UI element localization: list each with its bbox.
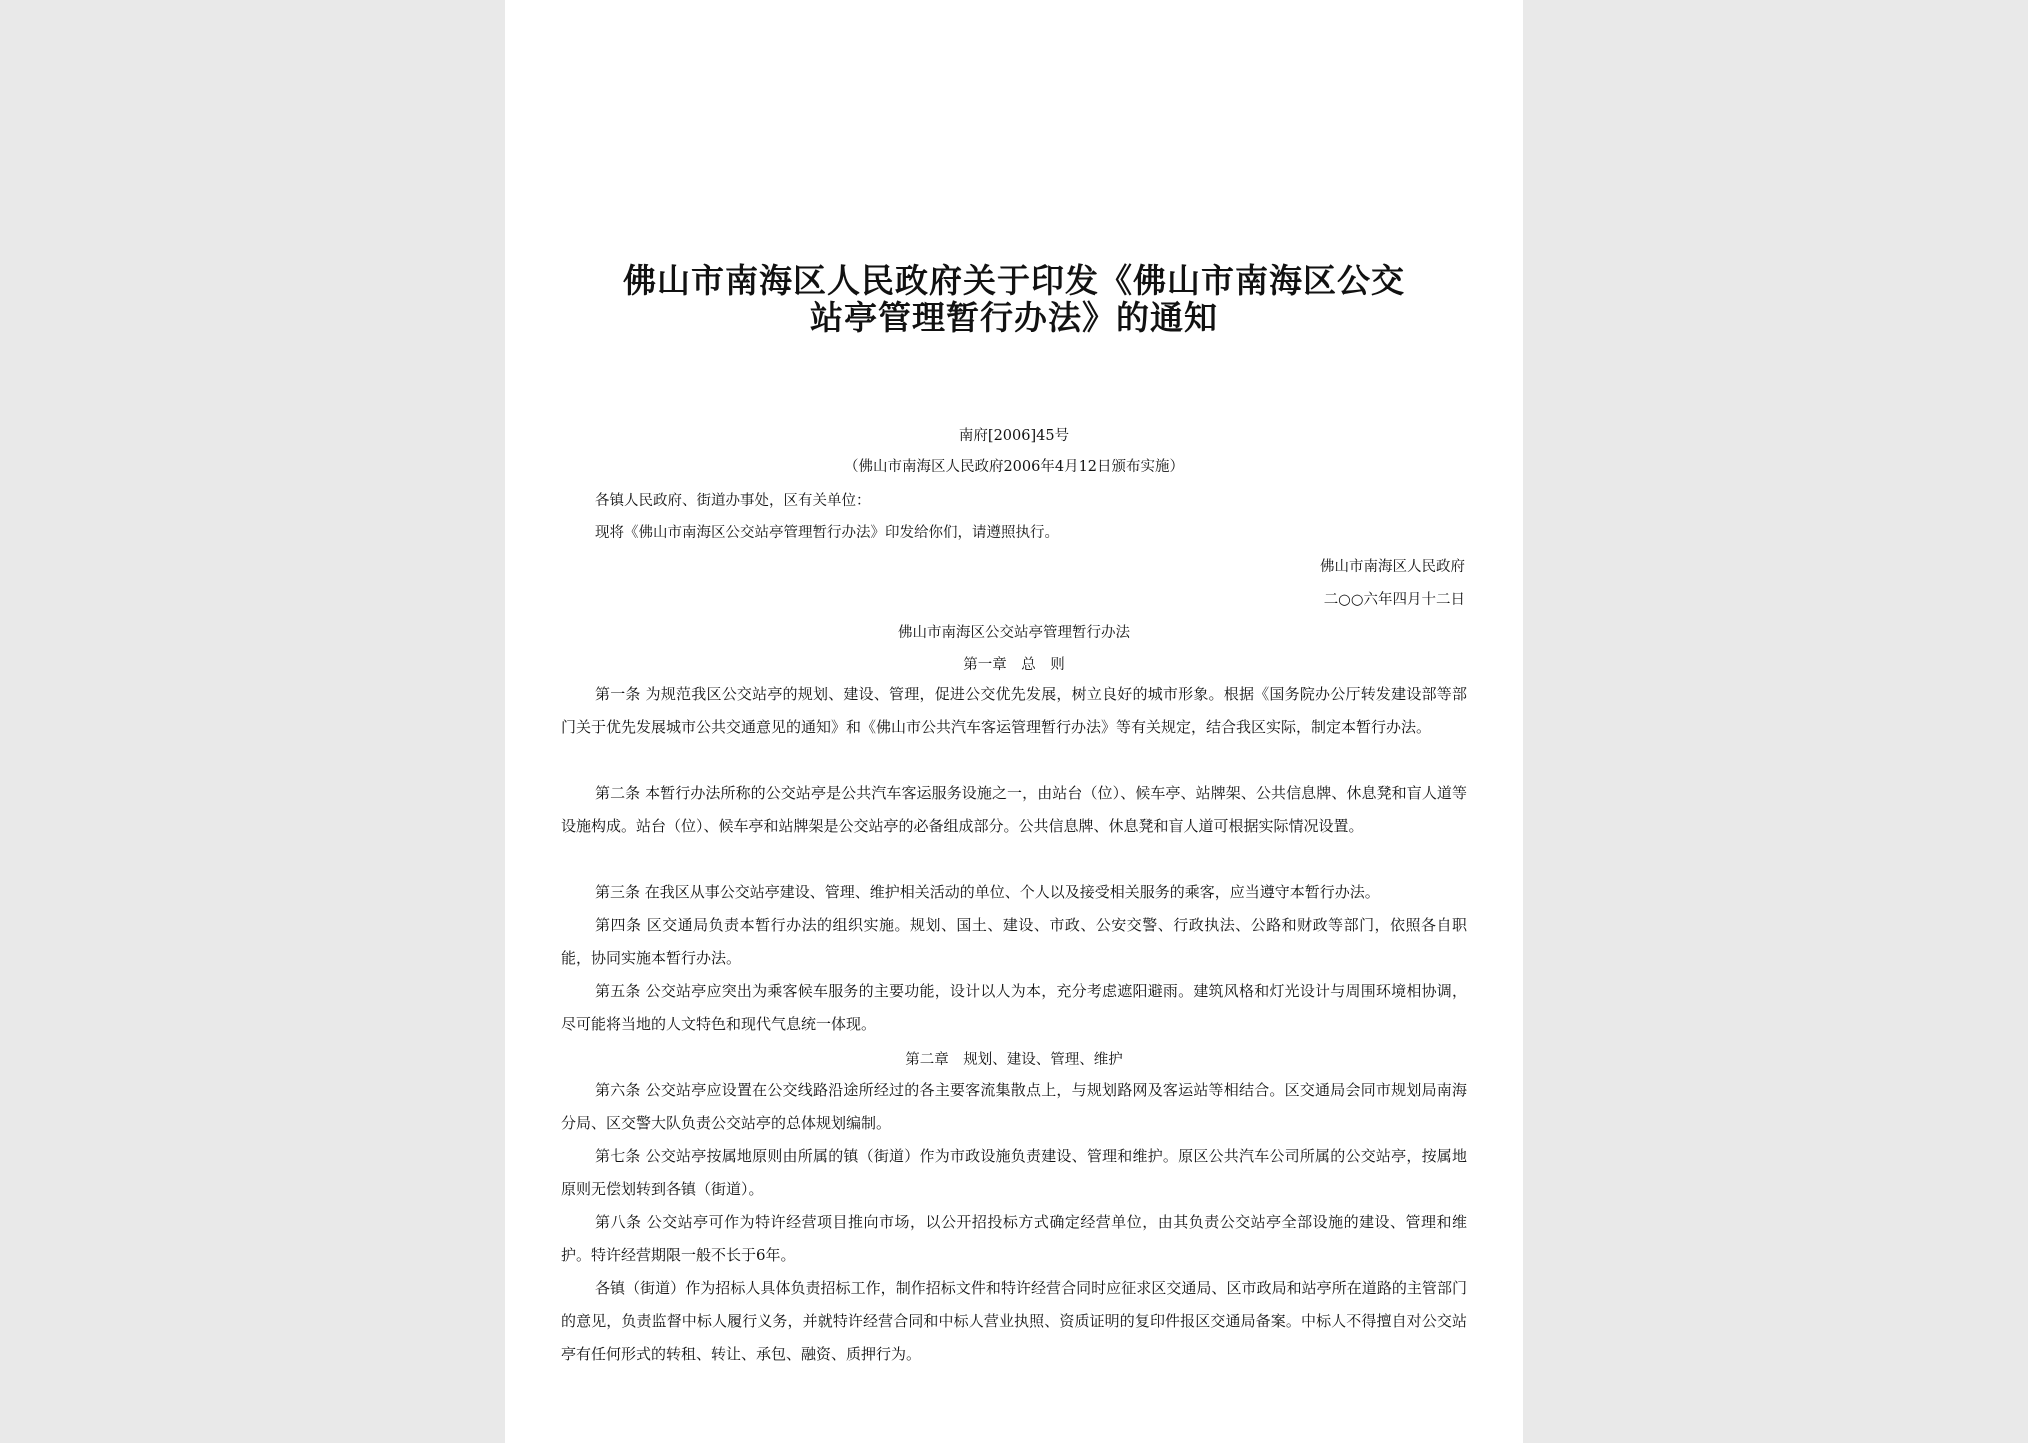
article-4: 第四条 区交通局负责本暂行办法的组织实施。规划、国土、建设、市政、公安交警、行政执法、公路和财政等部门，依照各自职能，协同实施本暂行办法。: [561, 916, 1467, 967]
article-1: 第一条 为规范我区公交站亭的规划、建设、管理，促进公交优先发展，树立良好的城市形象。根据《国务院办公厅转发建设部等部门关于优先发展城市公共交通意见的通知》和《佛山市公共汽车客运管理暂行办法》等有关规定，结合我区实际，制定本暂行办法。: [561, 685, 1467, 736]
document-title: [505, 262, 1523, 336]
article-5: 第五条 公交站亭应突出为乘客候车服务的主要功能，设计以人为本，充分考虑遮阳避雨。建筑风格和灯光设计与周围环境相协调，尽可能将当地的人文特色和现代气息统一体现。: [561, 982, 1467, 1033]
tender-paragraph: 各镇（街道）作为招标人具体负责招标工作，制作招标文件和特许经营合同时应征求区交通局、区市政局和站亭所在道路的主管部门的意见，负责监督中标人履行义务，并就特许经营合同和中标人营业执照、资质证明的复印件报区交通局备案。中标人不得擅自对公交站亭有任何形式的转租、转让、承包、融资、质押行为。: [561, 1279, 1467, 1363]
article-3: 第三条 在我区从事公交站亭建设、管理、维护相关活动的单位、个人以及接受相关服务的乘客，应当遵守本暂行办法。: [595, 883, 1380, 901]
issued-note: （佛山市南海区人民政府2006年4月12日颁布实施）: [843, 459, 1185, 475]
document-page: [505, 0, 1523, 1443]
title-line-2: 站亭管理暂行办法》的通知: [810, 298, 1218, 337]
article-6: 第六条 公交站亭应设置在公交线路沿途所经过的各主要客流集散点上，与规划路网及客运站等相结合。区交通局会同市规划局南海分局、区交警大队负责公交站亭的总体规划编制。: [561, 1081, 1467, 1132]
article-8: 第八条 公交站亭可作为特许经营项目推向市场，以公开招投标方式确定经营单位，由其负责公交站亭全部设施的建设、管理和维护。特许经营期限一般不长于6年。: [561, 1213, 1467, 1264]
chapter-1-heading: 第一章 总 则: [963, 657, 1065, 673]
signature: 佛山市南海区人民政府: [1320, 559, 1465, 575]
article-7: 第七条 公交站亭按属地原则由所属的镇（街道）作为市政设施负责建设、管理和维护。原区公共汽车公司所属的公交站亭，按属地原则无偿划转到各镇（街道）。: [561, 1147, 1467, 1198]
title-line-1: 佛山市南海区人民政府关于印发《佛山市南海区公交: [623, 261, 1405, 300]
doc-number: 南府[2006]45号: [958, 428, 1070, 444]
article-2: 第二条 本暂行办法所称的公交站亭是公共汽车客运服务设施之一，由站台（位）、候车亭、站牌架、公共信息牌、休息凳和盲人道等设施构成。站台（位）、候车亭和站牌架是公交站亭的必备组成部分。公共信息牌、休息凳和盲人道可根据实际情况设置。: [561, 784, 1467, 835]
measures-title: 佛山市南海区公交站亭管理暂行办法: [898, 625, 1130, 641]
addressee: 各镇人民政府、街道办事处，区有关单位：: [595, 493, 871, 509]
signature-date: 二○○六年四月十二日: [1323, 592, 1465, 608]
chapter-2-heading: 第二章 规划、建设、管理、维护: [905, 1052, 1123, 1068]
intro-text: 现将《佛山市南海区公交站亭管理暂行办法》印发给你们，请遵照执行。: [595, 525, 1059, 541]
